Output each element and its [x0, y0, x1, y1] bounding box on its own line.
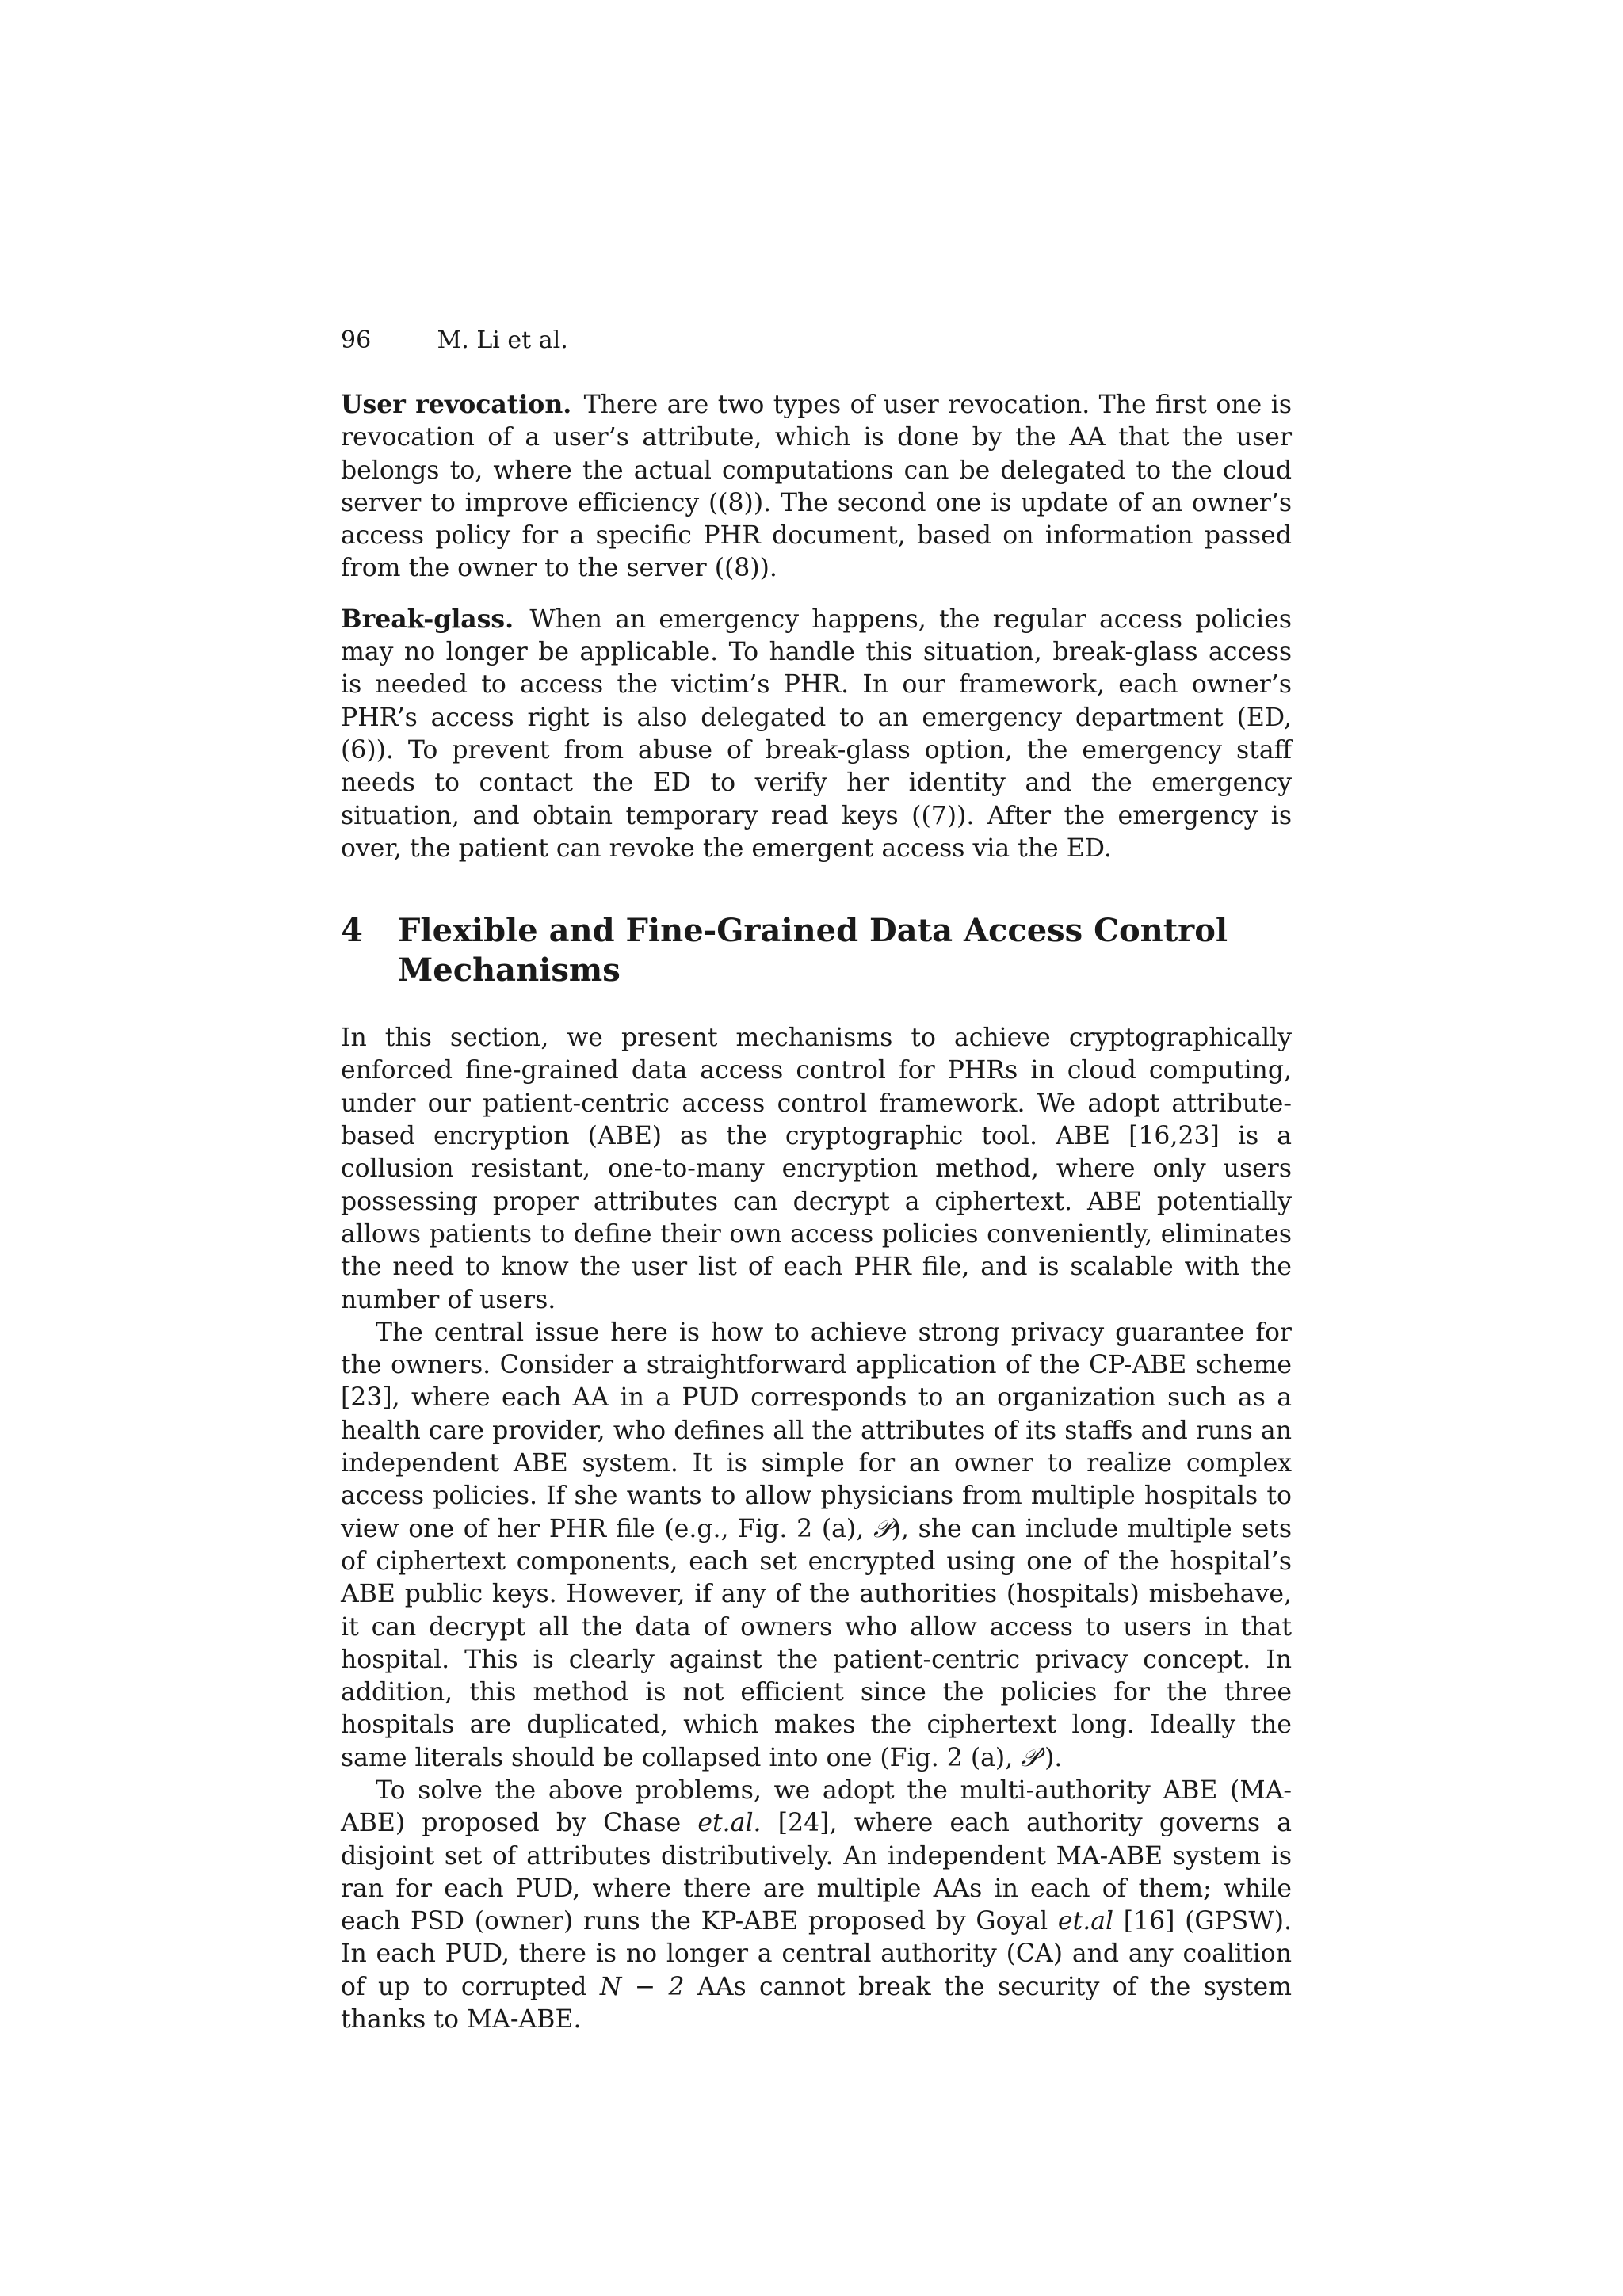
section-number: 4: [341, 912, 363, 950]
section-title: Flexible and Fine-Grained Data Access Control Mechanisms: [398, 912, 1228, 990]
body-text: [341, 388, 1292, 2036]
page-number: 96: [341, 326, 372, 354]
math-symbol-p-prime: 𝒫′: [1021, 1743, 1045, 1772]
paragraph-user-revocation: [341, 388, 1292, 585]
runin-heading-user-revocation: User revocation.: [341, 390, 572, 419]
section-heading: [341, 911, 1292, 990]
paragraph-text: When an emergency happens, the regular access policies may no longer be applicable. To handle this situation, break-glass access is needed to access the victim’s PHR. In our framework, each owner’s PHR’s access right is also delegated to an emergency department (ED, (6)). To prevent from abuse of break-glass option, the emergency staff needs to contact the ED to verify her identity and the emergency situation, and obtain temporary read keys ((7)). After the emergency is over, the patient can revoke the emergent access via the ED.: [341, 605, 1293, 863]
paragraph-text: [16] (GPSW). In each PUD, there is no longer a central authority (CA) and any coalition of up to corrupted: [341, 1907, 1293, 2001]
running-head-authors: M. Li et al.: [437, 326, 568, 354]
paragraph-text: AAs cannot break the security of the system thanks to MA-ABE.: [341, 1972, 1292, 2035]
paragraph-section-intro: In this section, we present mechanisms to achieve cryptographically enforced fine-grained data access control for PHRs in cloud computing, under our patient-centric access control framework. We adopt attribute-based encryption (ABE) as the cryptographic tool. ABE [16,23] is a collusion resistant, one-to-many encryption method, where only users possessing proper attributes can decrypt a ciphertext. ABE potentially allows patients to define their own access policies conveniently, eliminates the need to know the user list of each PHR file, and is scalable with the number of users.: [341, 1024, 1292, 1314]
citation-etal: et.al.: [697, 1809, 762, 1838]
paragraph-central-issue: [341, 1317, 1292, 1775]
paragraph-text: To solve the above problems, we adopt the multi-authority ABE (MA-ABE) proposed by Chase: [341, 1775, 1292, 1838]
runin-heading-break-glass: Break-glass.: [341, 604, 514, 634]
math-symbol-p: 𝒫: [873, 1514, 892, 1543]
paragraph-solve: [341, 1775, 1292, 2036]
citation-etal: et.al: [1057, 1907, 1114, 1936]
paragraph-text: The central issue here is how to achieve strong privacy guarantee for the owners. Consider a straightforward application of the CP-ABE scheme [23], where each AA in a PUD corresponds to an organization such as a health care provider, who defines all the attributes of its staffs and runs an independent ABE system. It is simple for an owner to realize complex access policies. If she wants to allow physicians from multiple hospitals to view one of her PHR file (e.g., Fig. 2 (a),: [341, 1318, 1292, 1543]
paragraph-break-glass: [341, 603, 1292, 865]
paragraph-text: ), she can include multiple sets of ciphertext components, each set encrypted using one of the hospital’s ABE public keys. However, if any of the authorities (hospitals) misbehave, it can decrypt all the data of owners who allow access to users in that hospital. This is clearly against the patient-centric privacy concept. In addition, this method is not efficient since the policies for the three hospitals are duplicated, which makes the ciphertext long. Ideally the same literals should be collapsed into one (Fig. 2 (a),: [341, 1514, 1292, 1772]
paragraph-text: ).: [1044, 1743, 1063, 1772]
running-header: [341, 325, 568, 357]
paragraph-text: There are two types of user revocation. The first one is revocation of a user’s attribute, which is done by the AA that the user belongs to, where the actual computations can be delegated to the cloud server to improve efficiency ((8)). The second one is update of an owner’s access policy for a specific PHR document, based on information passed from the owner to the server ((8)).: [341, 391, 1293, 583]
paragraph-text: [24], where each authority governs a disjoint set of attributes distributively. An independent MA-ABE system is ran for each PUD, where there are multiple AAs in each of them; while each PSD (owner) runs the KP-ABE proposed by Goyal: [341, 1809, 1293, 1936]
math-expression: N − 2: [599, 1972, 685, 2001]
